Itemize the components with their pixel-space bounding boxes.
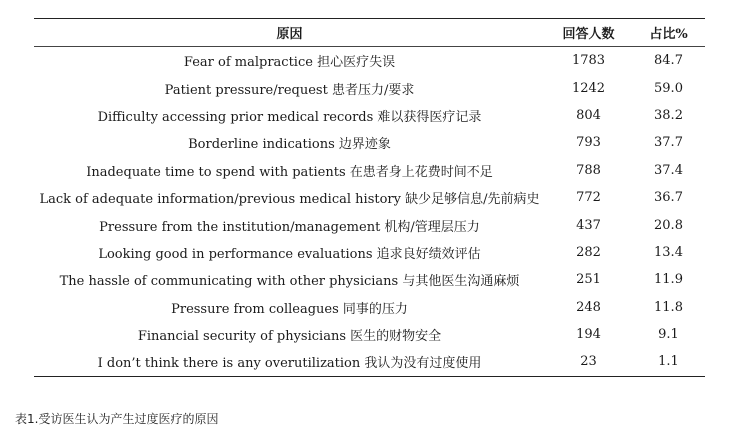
percent-cell: 36.7 <box>654 190 683 206</box>
count-cell: 1242 <box>571 80 606 96</box>
table-header-row <box>34 19 705 47</box>
reason-cell: Patient pressure/request 患者压力/要求 <box>164 82 415 98</box>
header-reason: 原因 <box>276 27 303 42</box>
percent-cell: 11.8 <box>654 299 683 315</box>
table-row <box>34 321 705 348</box>
percent-cell: 1.1 <box>658 354 679 370</box>
count-cell: 248 <box>576 299 601 315</box>
reason-cell: Pressure from the institution/management 机构/管理层压力 <box>99 219 480 235</box>
table-row <box>34 211 705 238</box>
percent-cell: 38.2 <box>654 107 683 123</box>
header-percent: 占比% <box>649 27 688 42</box>
count-cell: 437 <box>576 217 601 233</box>
reason-cell: Financial security of physicians 医生的财物安全 <box>137 329 442 345</box>
table-row <box>34 102 705 129</box>
table-row <box>34 348 705 376</box>
header-count: 回答人数 <box>562 27 615 42</box>
reasons-table-container <box>34 18 705 377</box>
reason-cell: Fear of malpractice 担心医疗失误 <box>183 55 396 71</box>
percent-cell: 11.9 <box>654 272 683 288</box>
reason-cell: Looking good in performance evaluations 追求良好绩效评估 <box>98 246 481 262</box>
table-row <box>34 129 705 156</box>
percent-cell: 84.7 <box>654 53 683 69</box>
percent-cell: 20.8 <box>654 217 683 233</box>
count-cell: 1783 <box>571 53 606 69</box>
reason-cell: Lack of adequate information/previous medical history 缺少足够信息/先前病史 <box>39 192 540 208</box>
table-row <box>34 47 705 75</box>
reason-cell: The hassle of communicating with other physicians 与其他医生沟通麻烦 <box>59 274 520 290</box>
table-row <box>34 157 705 184</box>
table-row <box>34 184 705 211</box>
count-cell: 23 <box>580 354 597 370</box>
table-row <box>34 239 705 266</box>
table-row <box>34 74 705 101</box>
percent-cell: 37.7 <box>654 135 683 151</box>
table-row <box>34 294 705 321</box>
count-cell: 251 <box>576 272 601 288</box>
count-cell: 793 <box>576 135 601 151</box>
percent-cell: 59.0 <box>654 80 683 96</box>
percent-cell: 9.1 <box>658 327 679 343</box>
count-cell: 788 <box>576 162 601 178</box>
reason-cell: Pressure from colleagues 同事的压力 <box>171 301 408 317</box>
percent-cell: 37.4 <box>654 162 683 178</box>
reason-cell: I don’t think there is any overutilization 我认为没有过度使用 <box>97 356 482 372</box>
table-row <box>34 266 705 293</box>
count-cell: 772 <box>576 190 601 206</box>
count-cell: 282 <box>576 244 601 260</box>
reason-cell: Inadequate time to spend with patients 在患者身上花费时间不足 <box>86 164 493 180</box>
reasons-table <box>34 18 705 377</box>
count-cell: 804 <box>576 107 601 123</box>
reason-cell: Difficulty accessing prior medical records 难以获得医疗记录 <box>97 109 482 125</box>
reason-cell: Borderline indications 边界迹象 <box>188 137 391 153</box>
count-cell: 194 <box>576 327 601 343</box>
percent-cell: 13.4 <box>654 244 683 260</box>
table-caption: 表1.受访医生认为产生过度医疗的原因 <box>15 412 219 426</box>
